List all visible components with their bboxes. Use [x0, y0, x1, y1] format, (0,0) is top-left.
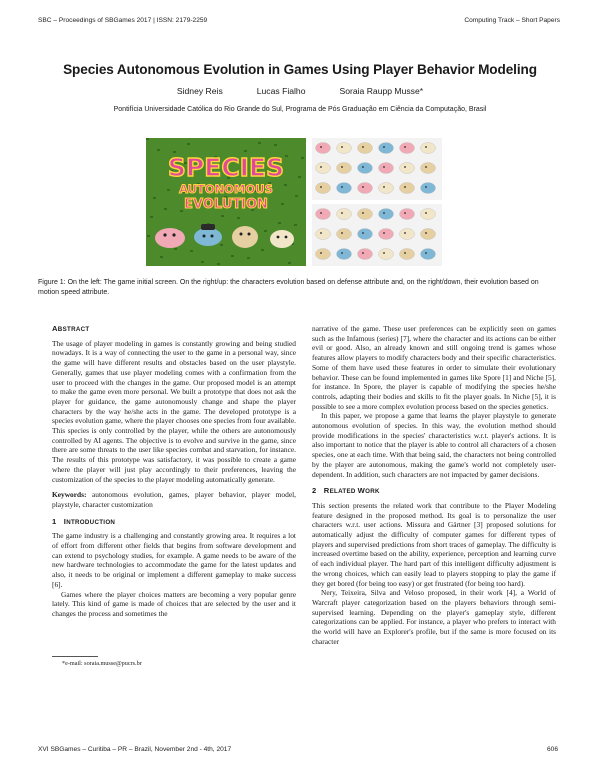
- evolution-stage-creature: [358, 143, 373, 154]
- evolution-stage-creature: [400, 143, 415, 154]
- evolution-stage-creature: [358, 249, 373, 260]
- grass-tuft: [244, 150, 247, 152]
- creature-eye: [341, 252, 343, 254]
- evolution-stage-creature: [400, 249, 415, 260]
- creature-eye: [425, 146, 427, 148]
- evolution-stage-creature: [379, 163, 394, 174]
- speed-evolution-panel: [312, 204, 442, 266]
- creature-eye: [404, 252, 406, 254]
- grass-tuft: [278, 222, 281, 224]
- evolution-stage-creature: [337, 183, 352, 194]
- grass-tuft: [247, 257, 250, 259]
- creature-eye: [341, 146, 343, 148]
- grass-tuft: [231, 255, 234, 257]
- creature-eye: [404, 232, 406, 234]
- logo-line-species: SPECIES: [167, 153, 285, 182]
- evolution-stage-creature: [400, 209, 415, 220]
- creature-eye: [320, 186, 322, 188]
- evolution-stage-creature: [316, 209, 331, 220]
- left-column: [52, 324, 296, 619]
- paper-title: Species Autonomous Evolution in Games Using Player Behavior Modeling: [63, 62, 537, 77]
- species-pink-creature: [155, 228, 185, 248]
- abstract-text: The usage of player modeling in games is constantly growing and being studied nowadays. It is a way of connecting the user to the game in a personal way, since the game will have different results and obstacles based on the user playstyle. Generally, games that use player modeling comes with a confirmation from the user to proceed with the changes in the game. Our proposed model is an attempt to make the game even more personal. We built a prototype that does not ask the player for guidance, the game autonomously change and shape the player characters by the way he/she acts in the game. The developed prototype is a species evolution game, where the player chooses one species from four available. This species is only controlled by the player, while the others are autonomously controlled by AI agents. The objective is to evolve and survive in the game, since there are some threats to the user like species combat and starvation, for instance. The results of this prototype was satisfactory, it was possible to create a game where the player will just play accordingly to their preferences, leaving the customization of the species to the player modeling automatically generate.: [52, 338, 296, 484]
- grass-tuft: [160, 256, 163, 258]
- running-header-right: Computing Track – Short Papers: [464, 17, 560, 24]
- grass-tuft: [157, 149, 160, 151]
- creature-eye: [425, 186, 427, 188]
- grass-tuft: [301, 157, 304, 159]
- grass-tuft: [264, 230, 267, 232]
- grass-tuft: [180, 210, 183, 212]
- evolution-stage-creature: [358, 183, 373, 194]
- grass-tuft: [174, 248, 177, 250]
- author-list: [0, 86, 600, 96]
- creature-eye: [425, 252, 427, 254]
- evolution-stage-creature: [358, 209, 373, 220]
- evolution-stage-creature: [379, 143, 394, 154]
- evolution-stage-creature: [421, 229, 436, 240]
- evolution-stage-creature: [337, 143, 352, 154]
- game-start-screen: [146, 138, 306, 266]
- author-name: Lucas Fialho: [256, 86, 306, 96]
- evolution-stage-creature: [400, 229, 415, 240]
- creature-eye: [383, 252, 385, 254]
- running-footer-left: XVI SBGames – Curitiba – PR – Brazil, November 2nd - 4th, 2017: [38, 746, 232, 753]
- species-cream-creature: [270, 230, 294, 248]
- creature-eye: [425, 166, 427, 168]
- section-heading-introduction: 1 INTRODUCTION: [52, 516, 116, 526]
- footnote-email: *e-mail: soraia.musse@pucrs.br: [62, 660, 142, 667]
- creature-eye: [320, 212, 322, 214]
- logo-line-evolution: EVOLUTION: [184, 197, 268, 212]
- evolution-stage-creature: [316, 229, 331, 240]
- evolution-stage-creature: [337, 163, 352, 174]
- grass-tuft: [221, 215, 224, 217]
- intro-paragraph: In this paper, we propose a game that learns the player playstyle to generate autonomous evolution of species. In this way, the evolution method should provide modifications in the species' characteristics w.r.t. player's actions. It is also important to notice that the player is able to control all characters of a chosen species, one at each time. With that being said, the characters not being controlled by the player are autonomous, making the game's world not completely user-dependent. In addition, such characters are not impacted by gamer decisions.: [312, 411, 556, 479]
- grass-tuft: [167, 189, 170, 191]
- evolution-stage-creature: [421, 163, 436, 174]
- creature-eye: [341, 166, 343, 168]
- evolution-stage-creature: [337, 209, 352, 220]
- evolution-stage-creature: [379, 209, 394, 220]
- figure-caption: Figure 1: On the left: The game initial screen. On the right/up: the characters evolution based on defense attribute and, on the right/down, their evolution based on motion speed attribute.: [38, 279, 539, 296]
- grass-tuft: [147, 235, 150, 237]
- abstract-heading: ABSTRACT: [52, 324, 90, 333]
- grass-tuft: [295, 195, 298, 197]
- right-column: [312, 324, 556, 647]
- creature-eye: [341, 232, 343, 234]
- creature-eye: [362, 232, 364, 234]
- keywords: Keywords: autonomous evolution, games, player behavior, player model, playstyle, character customization: [52, 490, 296, 509]
- grass-tuft: [201, 261, 204, 263]
- defense-evolution-panel: [312, 138, 442, 200]
- evolution-stage-creature: [421, 183, 436, 194]
- evolution-stage-creature: [379, 229, 394, 240]
- creature-eye: [383, 166, 385, 168]
- evolution-stage-creature: [421, 249, 436, 260]
- grass-tuft: [164, 208, 167, 210]
- author-name: Sidney Reis: [176, 86, 223, 96]
- figure-1: [146, 138, 442, 266]
- grass-tuft: [146, 138, 149, 140]
- page-number: 606: [546, 746, 558, 753]
- creature-eye: [383, 186, 385, 188]
- grass-tuft: [258, 142, 261, 144]
- intro-paragraph: The game industry is a challenging and constantly growing area. It requires a lot of effort from different other fields that begins from software development and can extend to psychology studies, for example. A game needs to be aware of the new hardware technologies to accommodate the game for the latest updates and also, it needs to be original or implement a different gameplay to make success [6].: [52, 531, 296, 589]
- author-name: Soraia Raupp Musse*: [339, 86, 424, 96]
- creature-eye: [341, 186, 343, 188]
- creature-eye: [383, 232, 385, 234]
- evolution-stage-creature: [421, 143, 436, 154]
- evolution-stage-creature: [358, 163, 373, 174]
- evolution-stage-creature: [400, 163, 415, 174]
- evolution-stage-creature: [400, 183, 415, 194]
- creature-eye: [404, 212, 406, 214]
- creature-eye: [362, 186, 364, 188]
- grass-tuft: [284, 184, 287, 186]
- footnote-rule: [52, 656, 98, 657]
- evolution-stage-creature: [421, 209, 436, 220]
- creature-eye: [404, 186, 406, 188]
- grass-tuft: [294, 224, 297, 226]
- grass-tuft: [288, 262, 291, 264]
- grass-tuft: [190, 250, 193, 252]
- evolution-stage-creature: [379, 183, 394, 194]
- grass-tuft: [150, 216, 153, 218]
- creature-eye: [362, 252, 364, 254]
- grass-tuft: [261, 249, 264, 251]
- evolution-stage-creature: [316, 163, 331, 174]
- grass-tuft: [281, 203, 284, 205]
- creature-eye: [320, 232, 322, 234]
- intro-paragraph-split: Games where the player choices matters are becoming a very popular genre lately. This kind of game is made of choices that are selected by the user and it changes the process and sometimes the: [52, 589, 296, 618]
- evolution-stage-creature: [316, 183, 331, 194]
- section-heading-related-work: 2 RELATED WORK: [312, 486, 380, 496]
- evolution-stage-creature: [358, 229, 373, 240]
- creature-eye: [404, 166, 406, 168]
- creature-eye: [383, 146, 385, 148]
- grass-tuft: [274, 144, 277, 146]
- game-title-logo: [168, 153, 284, 212]
- evolution-stage-creature: [316, 143, 331, 154]
- grass-tuft: [217, 263, 220, 265]
- logo-line-autonomous: AUTONOMOUS: [179, 182, 273, 196]
- grass-tuft: [298, 176, 301, 178]
- creature-eye: [362, 146, 364, 148]
- running-header-left: SBC – Proceedings of SBGames 2017 | ISSN: 2179-2259: [38, 17, 208, 24]
- creature-eye: [425, 232, 427, 234]
- affiliation: Pontifícia Universidade Católica do Rio Grande do Sul, Programa de Pós Graduação em Ciência da Computação, Brasil: [113, 106, 487, 113]
- creature-eye: [404, 146, 406, 148]
- grass-tuft: [237, 217, 240, 219]
- evolution-stage-creature: [337, 229, 352, 240]
- evolution-stage-creature: [316, 249, 331, 260]
- creature-eye: [320, 166, 322, 168]
- creature-eye: [341, 212, 343, 214]
- grass-tuft: [187, 143, 190, 145]
- related-paragraph: Nery, Teixeira, Silva and Veloso proposed, in their work [4], a World of Warcraft player categorization based on the players behaviors through semi-supervised learning. Depending on the player's gameplay style, different categorizations can be applied. For instance, a player who prefers to interact with the world will have an Explorer's profile, but if the same is more focused on its character: [312, 588, 556, 646]
- grass-tuft: [153, 197, 156, 199]
- creature-eye: [320, 252, 322, 254]
- creature-eye: [362, 166, 364, 168]
- creature-eye: [383, 212, 385, 214]
- related-paragraph: This section presents the related work that contribute to the Player Modeling feature designed in the proposed method. Its goal is to personalize the user characters w.r.t. user actions. Missura and Gärtner [3] proposed solutions for automatically adjust the difficulty of computer games for different types of players and supervised predictions from short traces of gameplay. The difficulty is increased overtime based on the ability, experience, perception and learning curve of each individual player. The hard part of this intelligent difficulty adjustment is the wrong choices, which can easily lead to players stopping to play the game if they get bored (for being too easy) or get frustrated (for being too hard).: [312, 500, 556, 588]
- creature-eye: [425, 212, 427, 214]
- grass-tuft: [220, 244, 223, 246]
- evolution-stage-creature: [337, 249, 352, 260]
- evolution-stage-creature: [379, 249, 394, 260]
- grass-tuft: [285, 155, 288, 157]
- creature-eye: [362, 212, 364, 214]
- creature-eye: [320, 146, 322, 148]
- species-beige-creature: [232, 226, 258, 248]
- intro-paragraph-continued: narrative of the game. These user preferences can be explicitly seen on games such as the Infamous (series) [7], where the character and its actions can be either evil or good. Also, an already known and still ongoing trend is games whose features allow players to modify characters body and their specific characteristics. Some of them have used these features in order to simulate their evolutionary behavior. These can be found implemented in games like Spore [1] and Niche [5], for instance. In Spore, the player is capable of modifying the species he/she controls, adapting their bodies and skills to fit the player goals. In Niche [5], it is possible to see a more complex evolution process based on the species genetics.: [312, 324, 556, 411]
